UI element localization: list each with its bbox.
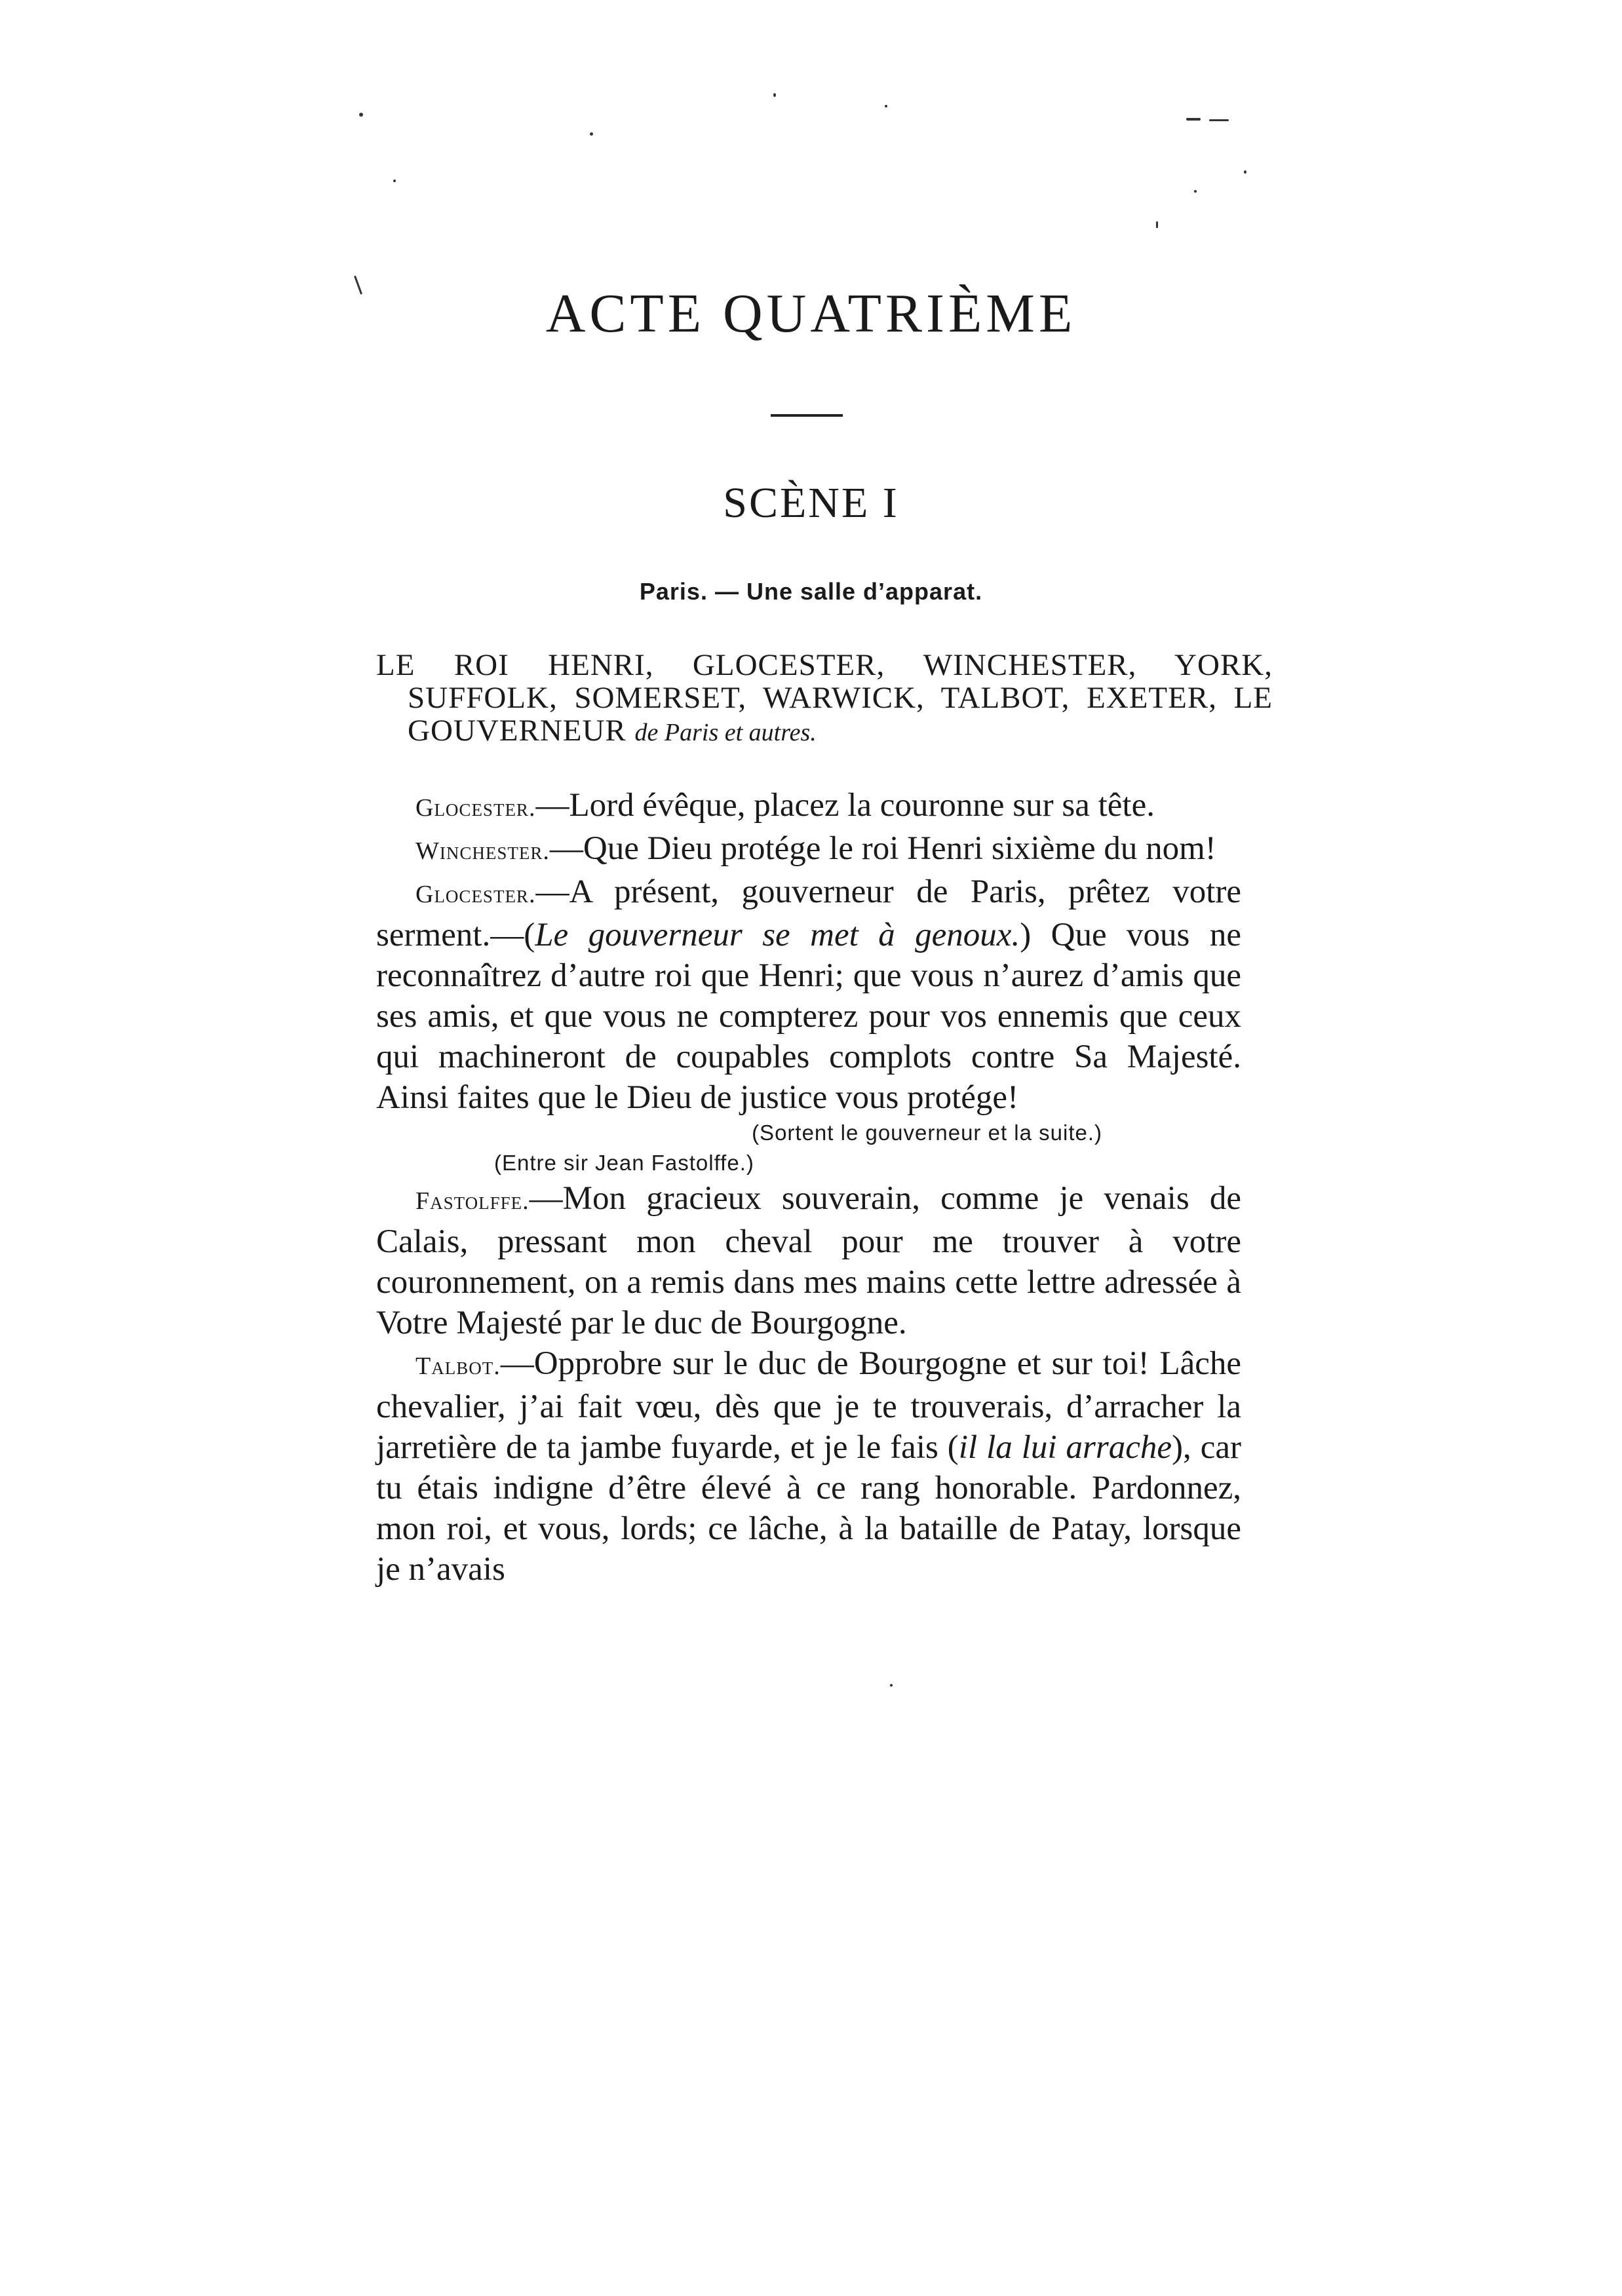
scan-speck (1209, 119, 1229, 121)
speech (376, 828, 1241, 871)
scan-speck (1186, 118, 1201, 121)
scan-speck (393, 180, 396, 182)
speech-text: —A présent, gouverneur de Paris, prêtez votre serment.—( (376, 873, 1241, 953)
scan-speck (1194, 190, 1197, 193)
title-rule (771, 414, 843, 417)
dialogue (376, 785, 1241, 1590)
cast-list (376, 649, 1273, 749)
act-title: ACTE QUATRIÈME (545, 283, 1077, 344)
scan-speck (1156, 221, 1158, 228)
speech (376, 871, 1241, 1118)
speaker-name: Glocester. (415, 794, 536, 822)
speaker-name: Talbot. (415, 1352, 501, 1380)
speech-text: —Mon gracieux souverain, comme je venais de Calais, pressant mon cheval pour me trouver à votre couronnement, on a remis dans mes mains cette lettre adressée à Votre Majesté par le duc de Bourgogne. (376, 1180, 1241, 1341)
scan-speck (1244, 170, 1246, 174)
speech (376, 1178, 1241, 1343)
cast-note: de Paris et autres. (634, 719, 817, 746)
stage-direction-inline: il la lui arrache (958, 1429, 1172, 1466)
scan-speck (359, 113, 363, 117)
speaker-name: Winchester. (415, 837, 550, 865)
scene-setting: Paris. — Une salle d’apparat. (639, 578, 983, 605)
scan-speck (890, 1684, 893, 1687)
speaker-name: Fastolffe. (415, 1187, 530, 1215)
speech-text: —Que Dieu protége le roi Henri sixième du nom! (549, 830, 1216, 867)
speech-text: —Lord évêque, placez la couronne sur sa tête. (535, 787, 1155, 824)
scan-speck (885, 105, 887, 107)
scan-speck (590, 132, 593, 136)
cast-names: LE ROI HENRI, GLOCESTER, WINCHESTER, YORK, SUFFOLK, SOMERSET, WARWICK, TALBOT, EXETER, LE GOUVERNEUR (376, 648, 1273, 748)
scene-title: SCÈNE I (723, 479, 899, 527)
speaker-name: Glocester. (415, 881, 536, 908)
speech-text: —Opprobre sur le duc de Bourgogne et sur toi! Lâche chevalier, j’ai fait vœu, dès que je te trouverais, d’arracher la jarretière de ta jambe fuyarde, et je le fais ( (376, 1345, 1241, 1466)
stage-direction-inline: Le gouverneur se met à genoux. (535, 917, 1020, 953)
speech (376, 785, 1241, 828)
scan-speck (773, 93, 776, 97)
speech-text: ) Que vous ne reconnaîtrez d’autre roi que Henri; que vous n’aurez d’amis que ses amis, et que vous ne compterez pour vos ennemis que ceux qui machineront de coupables complots contre Sa Majesté. Ainsi faites que le Dieu de justice vous protége! (376, 917, 1241, 1116)
speech (376, 1343, 1241, 1590)
speech-text: ), car tu étais indigne d’être élevé à ce rang honorable. Pardonnez, mon roi, et vous, lords; ce lâche, à la bataille de Patay, lorsque je n’avais (376, 1429, 1241, 1588)
stage-direction-exit: (Sortent le gouverneur et la suite.) (752, 1120, 1102, 1145)
stage-direction-enter: (Entre sir Jean Fastolffe.) (494, 1151, 754, 1175)
